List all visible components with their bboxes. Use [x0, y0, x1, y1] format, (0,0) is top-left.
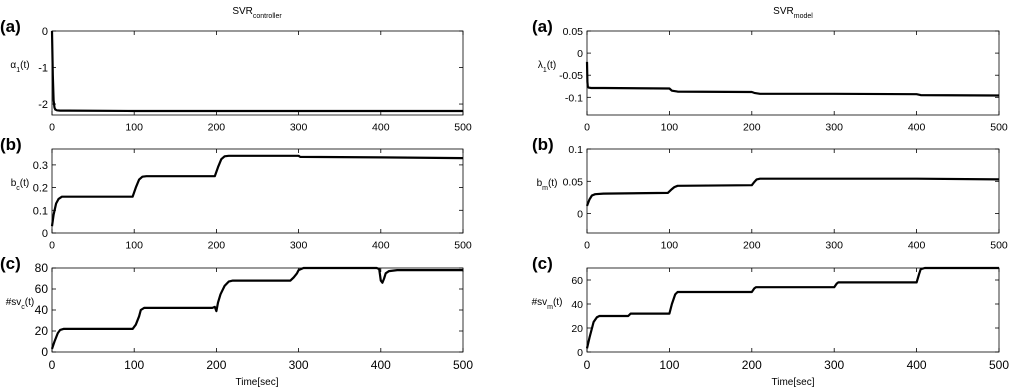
y-label-sub: 1	[542, 67, 547, 74]
plot-frame	[587, 31, 999, 115]
y-axis-label	[6, 297, 35, 311]
y-tick-label: -1	[38, 62, 48, 75]
y-label-main: #sv	[5, 297, 22, 308]
y-label-sub: 1	[16, 67, 21, 74]
y-label-tail: (t)	[20, 60, 30, 71]
y-label-main: b	[536, 178, 543, 189]
y-tick-label: 0.3	[32, 159, 48, 172]
x-tick-label: 100	[660, 121, 679, 134]
panel-letter: (c)	[532, 254, 553, 273]
panel-letter: (c)	[0, 254, 21, 273]
y-tick-label: 0	[41, 26, 48, 38]
x-tick-label: 0	[49, 121, 55, 134]
x-tick-label: 500	[454, 121, 472, 134]
x-tick-label: 0	[48, 358, 56, 372]
y-tick-label: 0.2	[32, 182, 48, 195]
x-tick-label: 300	[825, 239, 843, 252]
x-tick-label: 100	[659, 358, 680, 372]
x-tick-label: 500	[990, 239, 1008, 252]
y-label-tail: (t)	[546, 60, 557, 71]
y-label-tail: (t)	[547, 178, 558, 189]
y-tick-label: 0.1	[32, 205, 48, 218]
x-tick-label: 300	[289, 239, 308, 252]
plot-frame	[587, 268, 999, 352]
y-tick-label: 60	[571, 275, 583, 287]
x-tick-label: 200	[206, 358, 227, 372]
y-tick-label: -0.1	[564, 92, 583, 105]
y-tick-label: 60	[34, 282, 48, 296]
panel-letter: (b)	[0, 135, 22, 154]
y-label-tail: (t)	[24, 297, 35, 308]
y-axis-label	[10, 60, 29, 74]
y-label-main: α	[10, 60, 17, 71]
y-tick-label: 0.1	[568, 144, 583, 156]
x-tick-label: 400	[370, 358, 391, 372]
y-tick-label: 20	[34, 324, 48, 338]
column-title	[773, 6, 813, 20]
panel-letter: (a)	[0, 17, 21, 36]
x-tick-label: 200	[743, 239, 761, 252]
x-tick-label: 0	[583, 358, 591, 372]
y-label-sub: m	[542, 185, 548, 192]
chart-controller-0	[0, 17, 472, 134]
x-tick-label: 400	[372, 121, 390, 134]
x-tick-label: 500	[990, 121, 1008, 134]
x-tick-label: 200	[743, 121, 761, 134]
x-tick-label: 400	[907, 239, 926, 252]
x-tick-label: 300	[825, 121, 843, 134]
y-tick-label: 40	[571, 299, 583, 311]
y-tick-label: -2	[38, 99, 48, 112]
column-title	[232, 6, 282, 20]
chart-controller-2	[0, 254, 473, 372]
y-label-main: b	[10, 178, 17, 189]
x-tick-label: 500	[452, 358, 474, 372]
x-tick-label: 500	[454, 239, 472, 252]
chart-controller-1	[0, 135, 472, 252]
y-tick-label: 0	[577, 48, 583, 61]
y-tick-label: -0.05	[559, 70, 583, 83]
x-tick-label: 0	[584, 121, 590, 134]
x-tick-label: 300	[824, 358, 845, 372]
x-tick-label: 100	[125, 239, 143, 252]
x-axis-label: Time[sec]	[235, 377, 279, 388]
y-label-sub: m	[547, 304, 553, 311]
column-title-sub: model	[793, 13, 813, 20]
y-tick-label: 0	[577, 208, 583, 221]
y-label-tail: (t)	[19, 178, 30, 189]
x-tick-label: 100	[660, 239, 679, 252]
x-tick-label: 400	[906, 358, 927, 372]
x-tick-label: 0	[49, 239, 55, 252]
x-tick-label: 200	[207, 121, 226, 134]
y-tick-label: 0	[41, 345, 48, 359]
x-tick-label: 300	[288, 358, 309, 372]
x-tick-label: 0	[584, 239, 590, 252]
y-axis-label	[538, 60, 556, 74]
x-tick-label: 200	[207, 239, 226, 252]
y-label-tail: (t)	[552, 297, 563, 308]
panel-letter: (b)	[532, 135, 554, 154]
x-axis-label: Time[sec]	[771, 377, 815, 388]
x-tick-label: 100	[125, 121, 143, 134]
x-tick-label: 400	[907, 121, 926, 134]
chart-model-2	[532, 254, 1010, 372]
x-tick-label: 200	[741, 358, 762, 372]
chart-model-0	[532, 17, 1008, 134]
panel-letter: (a)	[532, 17, 553, 36]
x-tick-label: 300	[289, 121, 308, 134]
plot-frame	[52, 149, 463, 233]
y-axis-label	[532, 297, 563, 311]
y-label-main: #sv	[531, 297, 548, 308]
y-axis-label	[11, 178, 30, 192]
y-tick-label: 0.05	[562, 26, 583, 38]
y-tick-label: 0.05	[562, 176, 583, 189]
chart-model-1	[532, 135, 1008, 252]
y-tick-label: 0	[41, 228, 48, 240]
x-tick-label: 400	[372, 239, 390, 252]
y-tick-label: 40	[34, 303, 48, 317]
y-label-sub: c	[16, 185, 20, 192]
y-tick-label: 20	[571, 323, 583, 335]
plot-frame	[587, 149, 999, 233]
y-tick-label: 0	[577, 347, 583, 359]
y-axis-label	[537, 178, 558, 192]
x-tick-label: 100	[124, 358, 145, 372]
x-tick-label: 500	[988, 358, 1010, 372]
y-label-main: λ	[537, 60, 543, 71]
column-title-main: SVR	[232, 6, 253, 17]
plot-frame	[52, 31, 463, 115]
y-tick-label: 80	[34, 261, 48, 275]
y-label-sub: c	[21, 304, 25, 311]
column-title-main: SVR	[773, 6, 794, 17]
column-title-sub: controller	[252, 13, 282, 20]
